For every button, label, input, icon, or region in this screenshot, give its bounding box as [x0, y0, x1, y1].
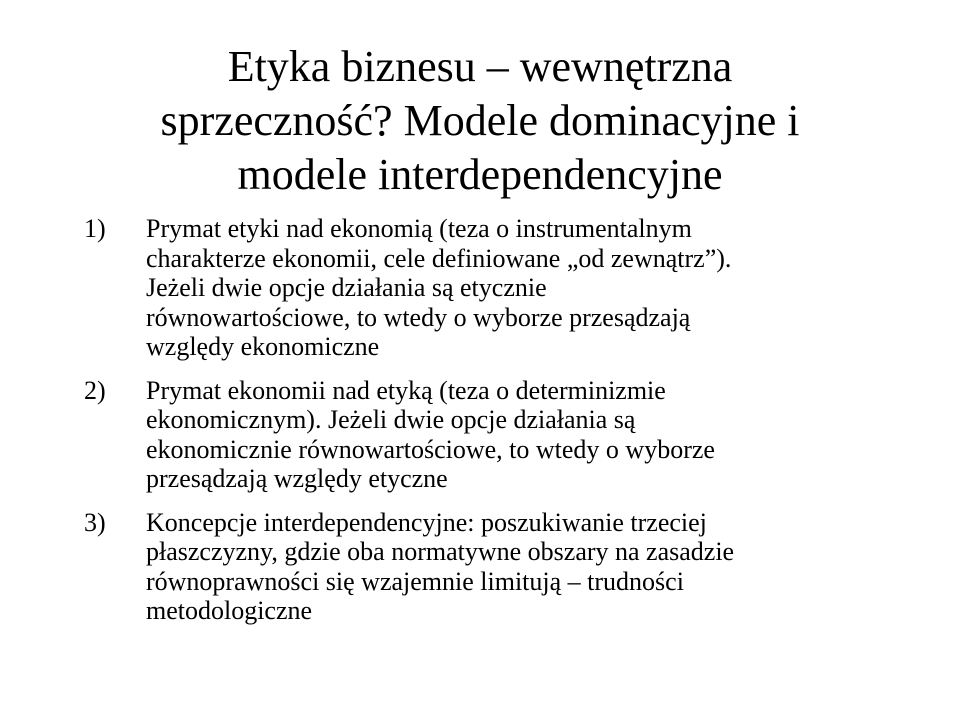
list-item-text-line: Prymat etyki nad ekonomią (teza o instrumentalnym [146, 214, 692, 243]
numbered-list [84, 214, 904, 626]
list-item-text-line: względy ekonomiczne [146, 332, 380, 361]
list-item [84, 214, 904, 362]
list-item-text-line: metodologiczne [146, 596, 313, 625]
list-item-text-line: równoprawności się wzajemnie limitują – trudności [146, 566, 684, 596]
slide-title [90, 40, 870, 202]
list-item-text [146, 214, 904, 362]
list-item-number: 3) [84, 507, 106, 537]
list-item-text-line: Koncepcje interdependencyjne: poszukiwanie trzeciej [146, 507, 707, 537]
list-item [84, 508, 904, 626]
slide-title-line: Etyka biznesu – wewnętrzna [227, 42, 733, 91]
list-item-text-line: Jeżeli dwie opcje działania są etycznie [146, 273, 547, 302]
list-item-text-line: płaszczyzny, gdzie oba normatywne obszary na zasadzie [146, 537, 735, 566]
list-item-number: 2) [84, 375, 106, 405]
list-item-text-line: równowartościowe, to wtedy o wyborze przesądzają [146, 302, 691, 332]
list-item-text-line: charakterze ekonomii, cele definiowane „od zewnątrz”). [146, 243, 732, 273]
list-item-text-line: ekonomicznie równowartościowe, to wtedy o wyborze [146, 434, 715, 464]
list-item-text-line: ekonomicznym). Jeżeli dwie opcje działania są [146, 405, 636, 434]
list-item-text [146, 376, 904, 494]
list-item [84, 376, 904, 494]
list-item-text [146, 508, 904, 626]
slide-title-line: modele interdependencyjne [237, 150, 723, 199]
slide-title-line: sprzeczność? Modele dominacyjne i [160, 96, 800, 145]
list-item-text-line: przesądzają względy etyczne [146, 464, 448, 493]
list-item-text-line: Prymat ekonomii nad etyką (teza o determinizmie [146, 375, 666, 405]
list-item-number: 1) [84, 214, 106, 243]
